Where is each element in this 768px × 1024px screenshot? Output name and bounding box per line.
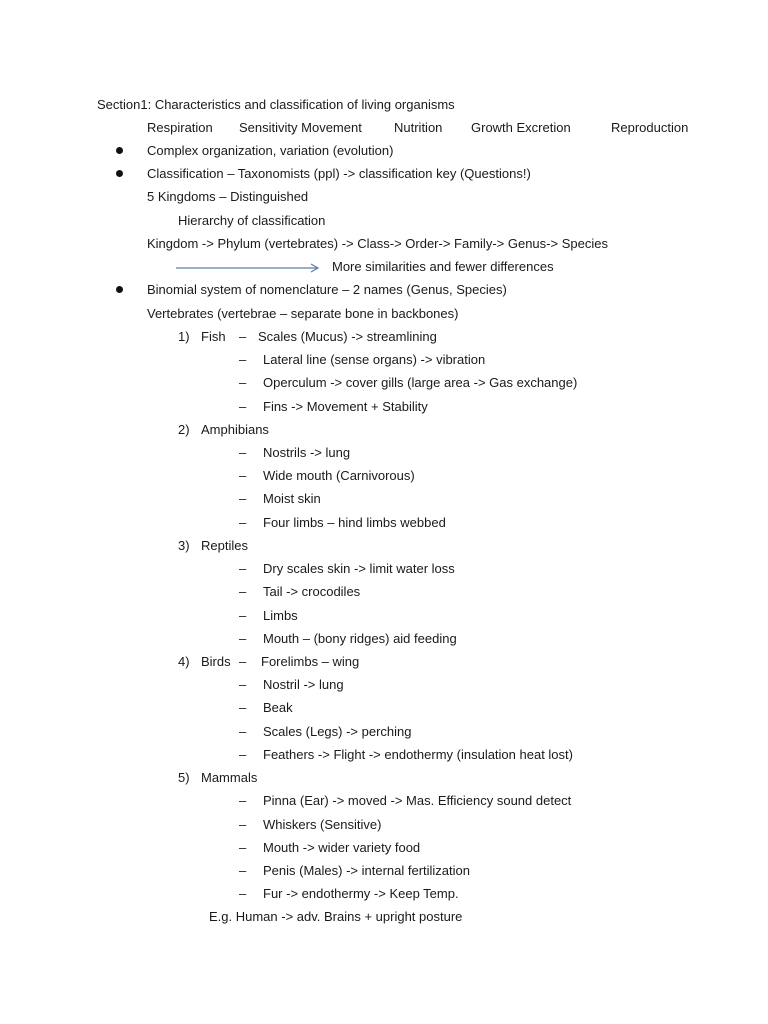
characteristic-reproduction: Reproduction (611, 120, 689, 135)
kingdoms-line: 5 Kingdoms – Distinguished (147, 189, 309, 204)
bullet-icon (116, 170, 123, 177)
group-number: 4) (178, 654, 190, 669)
bullet-icon (116, 286, 123, 293)
trait-item: Nostrils -> lung (263, 445, 351, 460)
trait-item: Forelimbs – wing (261, 654, 360, 669)
trait-item: Pinna (Ear) -> moved -> Mas. Efficiency sound detect (263, 793, 572, 808)
bullet-text-organization: Complex organization, variation (evolution) (147, 143, 394, 158)
dash: – (239, 700, 247, 715)
arrow-note: More similarities and fewer differences (332, 259, 554, 274)
trait-item: Wide mouth (Carnivorous) (263, 468, 415, 483)
trait-item: Scales (Legs) -> perching (263, 724, 412, 739)
dash: – (239, 747, 247, 762)
dash: – (239, 375, 247, 390)
dash: – (239, 515, 247, 530)
trait-item: Dry scales skin -> limit water loss (263, 561, 455, 576)
hierarchy-chain: Kingdom -> Phylum (vertebrates) -> Class-> Order-> Family-> Genus-> Species (147, 236, 608, 251)
dash: – (239, 608, 247, 623)
trait-item: Operculum -> cover gills (large area -> Gas exchange) (263, 375, 578, 390)
group-name-reptiles: Reptiles (201, 538, 248, 553)
group-number: 5) (178, 770, 190, 785)
trait-item: Penis (Males) -> internal fertilization (263, 863, 470, 878)
bullet-icon (116, 147, 123, 154)
right-arrow-icon (175, 262, 325, 274)
group-number: 1) (178, 329, 190, 344)
group-number: 2) (178, 422, 190, 437)
dash: – (239, 445, 247, 460)
characteristic-respiration: Respiration (147, 120, 213, 135)
dash: – (239, 631, 247, 646)
dash: – (239, 840, 247, 855)
dash: – (239, 584, 247, 599)
characteristic-growth-excretion: Growth Excretion (471, 120, 571, 135)
group-number: 3) (178, 538, 190, 553)
trait-item: Four limbs – hind limbs webbed (263, 515, 446, 530)
trait-item: Nostril -> lung (263, 677, 344, 692)
trait-item: Feathers -> Flight -> endothermy (insulation heat lost) (263, 747, 573, 762)
trait-item: Fur -> endothermy -> Keep Temp. (263, 886, 459, 901)
dash: – (239, 886, 247, 901)
dash: – (239, 724, 247, 739)
dash: – (239, 468, 247, 483)
group-name-fish: Fish (201, 329, 226, 344)
characteristic-sensitivity-movement: Sensitivity Movement (239, 120, 362, 135)
dash: – (239, 491, 247, 506)
bullet-text-classification: Classification – Taxonomists (ppl) -> classification key (Questions!) (147, 166, 531, 181)
trait-item: Scales (Mucus) -> streamlining (258, 329, 437, 344)
page-title: Section1: Characteristics and classification of living organisms (97, 97, 455, 112)
dash: – (239, 654, 247, 669)
trait-item: Mouth -> wider variety food (263, 840, 421, 855)
trait-item: Tail -> crocodiles (263, 584, 361, 599)
dash: – (239, 329, 247, 344)
dash: – (239, 399, 247, 414)
trait-item: Mouth – (bony ridges) aid feeding (263, 631, 457, 646)
dash: – (239, 677, 247, 692)
trait-item: Beak (263, 700, 293, 715)
characteristic-nutrition: Nutrition (394, 120, 443, 135)
trait-item: Limbs (263, 608, 298, 623)
dash: – (239, 817, 247, 832)
vertebrates-heading: Vertebrates (vertebrae – separate bone in backbones) (147, 306, 459, 321)
dash: – (239, 352, 247, 367)
trait-item: Moist skin (263, 491, 321, 506)
trait-item: Lateral line (sense organs) -> vibration (263, 352, 486, 367)
bullet-text-binomial: Binomial system of nomenclature – 2 names (Genus, Species) (147, 282, 507, 297)
hierarchy-heading: Hierarchy of classification (178, 213, 326, 228)
example-line: E.g. Human -> adv. Brains + upright posture (209, 909, 463, 924)
dash: – (239, 793, 247, 808)
trait-item: Fins -> Movement + Stability (263, 399, 428, 414)
group-name-birds: Birds (201, 654, 231, 669)
group-name-mammals: Mammals (201, 770, 258, 785)
dash: – (239, 561, 247, 576)
group-name-amphibians: Amphibians (201, 422, 269, 437)
trait-item: Whiskers (Sensitive) (263, 817, 382, 832)
dash: – (239, 863, 247, 878)
